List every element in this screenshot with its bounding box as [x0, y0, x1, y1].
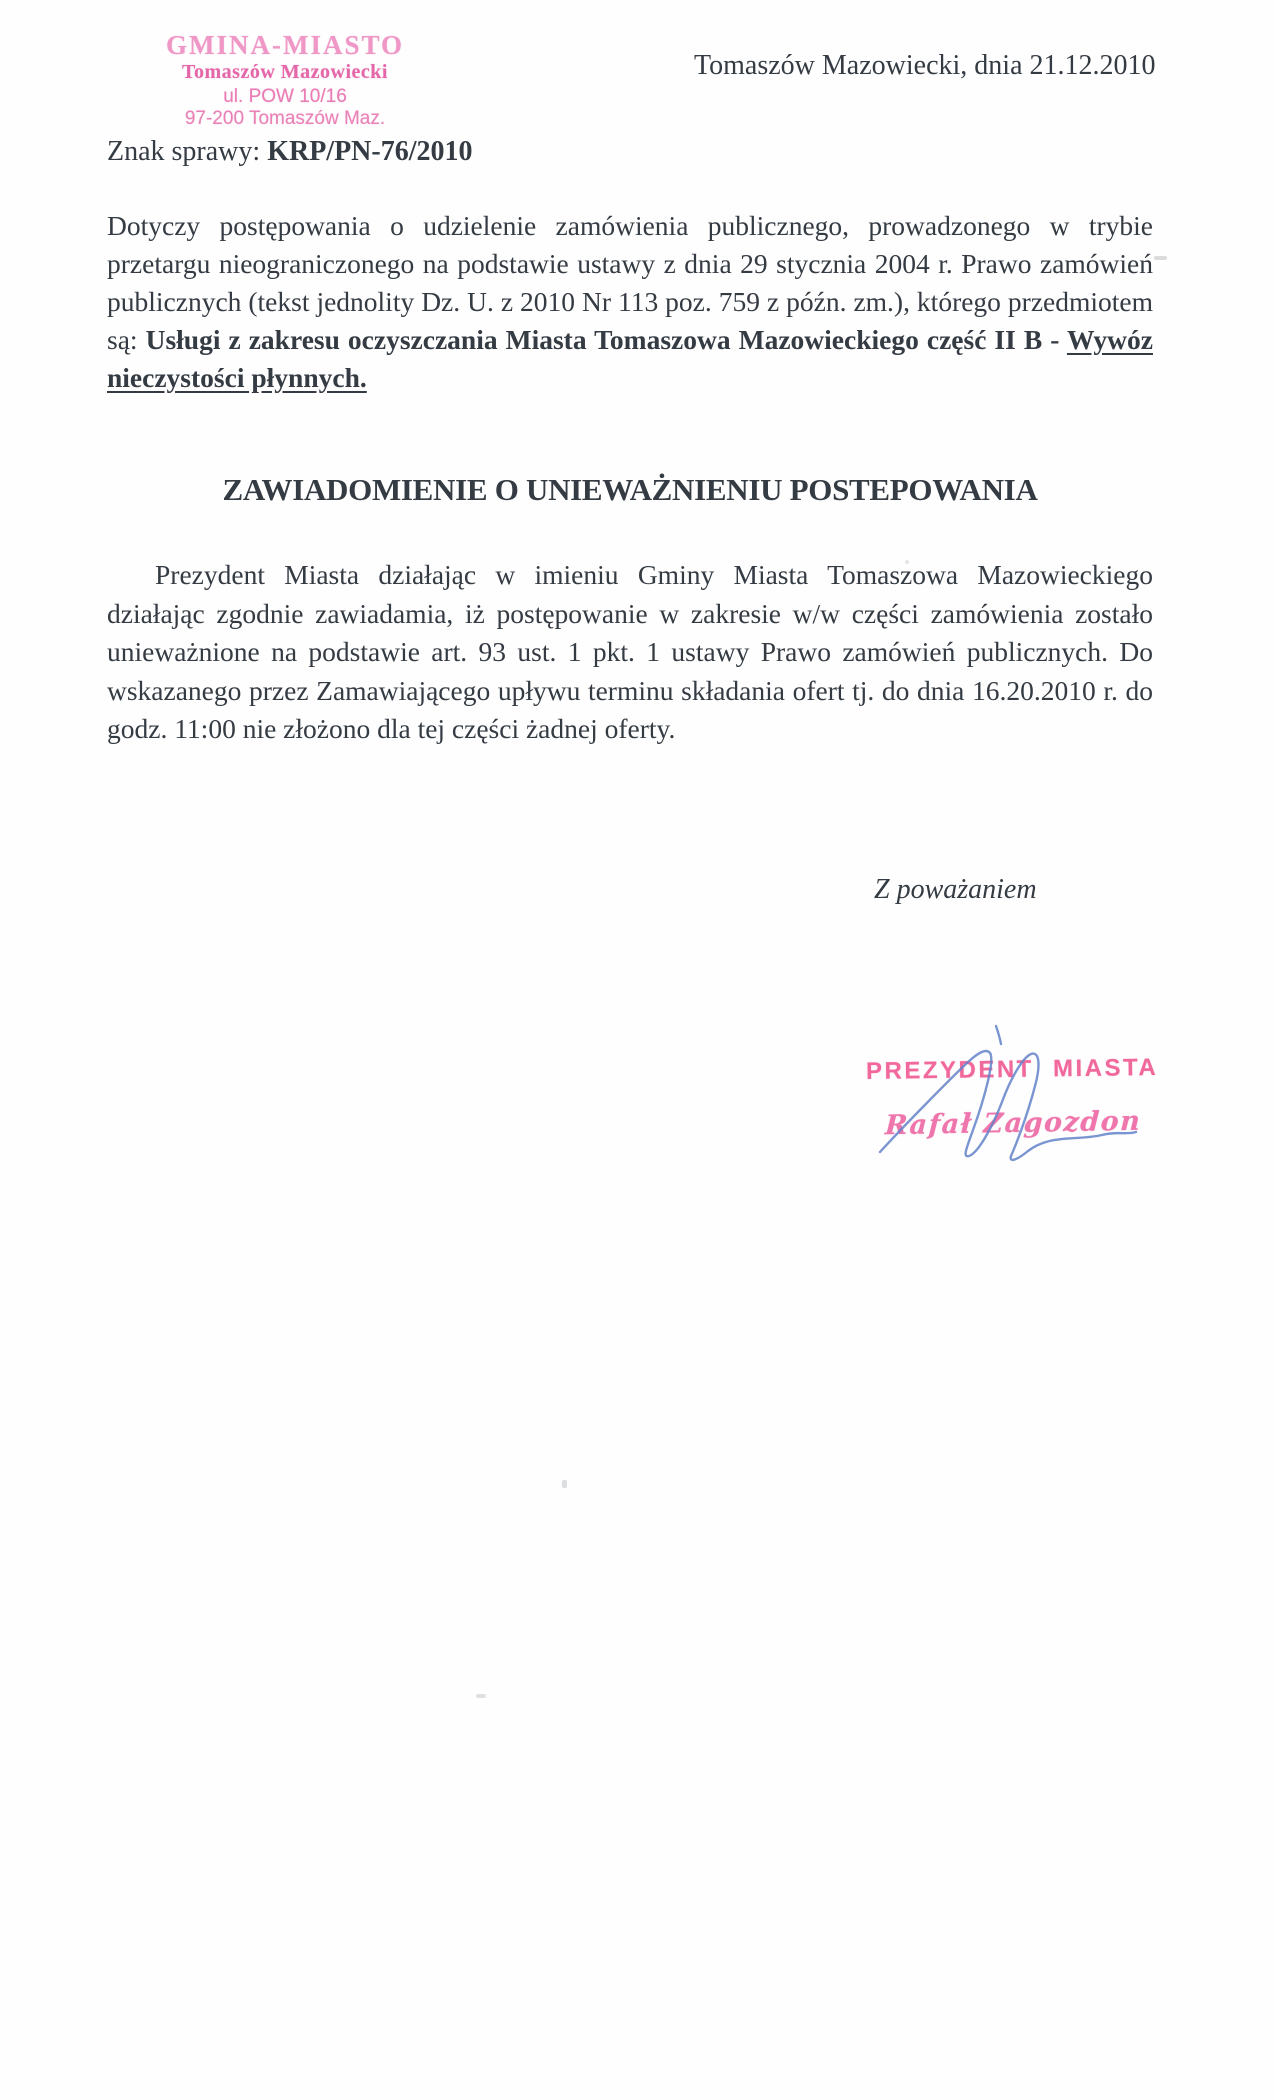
case-number-value: KRP/PN-76/2010	[267, 136, 473, 167]
scan-artifact-speck	[905, 560, 909, 564]
case-number-line	[107, 136, 473, 168]
stamp-city-name: Tomaszów Mazowiecki	[182, 61, 388, 83]
document-dateline: Tomaszów Mazowiecki, dnia 21.12.2010	[694, 50, 1156, 81]
signature-main-stroke	[880, 1051, 1136, 1160]
body-paragraph: Prezydent Miasta działając w imieniu Gminy Miasta Tomaszowa Mazowieckiego działając zgodnie zawiadamia, iż postępowanie w zakresie w/w części zamówienia zostało unieważnione na podstawie art. 93 ust. 1 pkt. 1 ustawy Prawo zamówień publicznych. Do wskazanego przez Zamawiającego upływu terminu składania ofert tj. do dnia 16.20.2010 r. do godz. 11:00 nie złożono dla tej części żadnej oferty.	[107, 559, 1153, 744]
intro-paragraph	[107, 207, 1153, 397]
handwritten-signature	[852, 1020, 1152, 1170]
scan-artifact-speck	[476, 1694, 486, 1698]
intro-paragraph-subject-bold: Usługi z zakresu oczyszczania Miasta Tomaszowa Mazowieckiego część II B -	[145, 324, 1067, 355]
stamp-postal-address: 97-200 Tomaszów Maz.	[184, 108, 386, 129]
stamp-street-address: ul. POW 10/16	[223, 86, 347, 107]
scan-artifact-speck	[562, 1480, 567, 1488]
intro-paragraph-text: Dotyczy postępowania o udzielenie zamówienia publicznego, prowadzonego w trybie przetargu nieograniczonego na podstawie ustawy z dnia 29 stycznia 2004 r. Prawo zamówień publicznych (tekst jednolity Dz. U. z 2010 Nr 113 poz. 759 z późn. zm.), którego przedmiotem są:	[107, 210, 1153, 355]
scan-artifact-speck	[1154, 256, 1167, 260]
document-title: ZAWIADOMIENIE O UNIEWAŻNIENIU POSTEPOWANIA	[222, 472, 1038, 507]
case-number-label: Znak sprawy:	[107, 136, 268, 167]
signature-stamp-title: PREZYDENT MIASTA	[865, 1053, 1159, 1086]
closing-phrase: Z poważaniem	[874, 874, 1037, 905]
stamp-org-name: GMINA-MIASTO	[165, 30, 404, 60]
signature-stamp-name: Rafał Zagozdon	[884, 1105, 1143, 1142]
municipal-header-stamp	[160, 30, 410, 130]
intro-paragraph-subject-underlined: Wywóz nieczystości płynnych.	[107, 324, 1153, 393]
signature-tick-stroke	[996, 1026, 1001, 1044]
